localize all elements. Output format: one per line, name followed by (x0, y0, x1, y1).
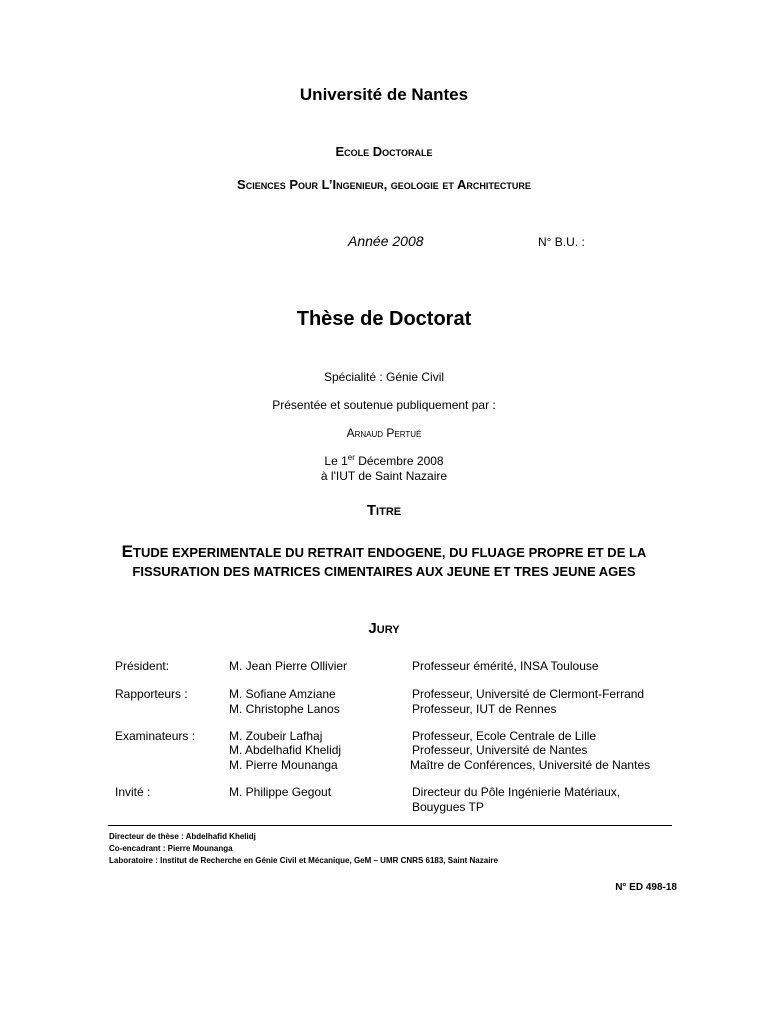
ed-number: N° ED 498-18 (615, 882, 677, 893)
thesis-title-line-1 (0, 542, 768, 562)
jury-member-title: Directeur du Pôle Ingénierie Matériaux, (412, 785, 621, 799)
defense-date (0, 453, 768, 468)
thesis-director: Directeur de thèse : Abdelhafid Khelidj (109, 832, 256, 841)
jury-member-title: Professeur, Université de Nantes (412, 743, 588, 757)
speciality: Spécialité : Génie Civil (323, 370, 445, 384)
jury-member-name: M. Jean Pierre Ollivier (229, 659, 348, 673)
co-supervisor: Co-encadrant : Pierre Mounanga (109, 844, 233, 853)
title-line-1-rest: TUDE EXPERIMENTALE DU RETRAIT ENDOGENE, DU FLUAGE PROPRE ET DE LA (133, 545, 647, 560)
thesis-title-line-2: FISSURATION DES MATRICES CIMENTAIRES AUX JEUNE ET TRES JEUNE AGES (132, 564, 636, 579)
jury-member-title-cont: Bouygues TP (412, 800, 484, 814)
jury-member-name: M. Sofiane Amziane (229, 687, 336, 701)
jury-member-title: Professeur, Université de Clermont-Ferrand (412, 687, 645, 701)
date-prefix: Le 1 (324, 454, 348, 468)
jury-member-title: Professeur émérité, INSA Toulouse (412, 659, 599, 673)
jury-member-title: Professeur, IUT de Rennes (412, 702, 557, 716)
jury-member-name: M. Pierre Mounanga (229, 758, 338, 772)
university-name: Université de Nantes (299, 85, 469, 104)
presented-by: Présentée et soutenue publiquement par : (272, 398, 496, 412)
jury-heading: Jury (368, 620, 400, 637)
jury-member-title: Professeur, Ecole Centrale de Lille (412, 729, 597, 743)
thesis-heading: Thèse de Doctorat (296, 308, 472, 330)
jury-member-name: M. Abdelhafid Khelidj (229, 743, 342, 757)
jury-member-name: M. Philippe Gegout (229, 785, 332, 799)
doctoral-school: Ecole Doctorale (335, 144, 433, 159)
jury-member-title: Maître de Conférences, Université de Nantes (410, 758, 651, 772)
year: Année 2008 (348, 233, 424, 249)
jury-role-president: Président: (115, 659, 170, 673)
author-name: Arnaud Pertué (346, 426, 422, 440)
jury-role-invite: Invité : (115, 785, 151, 799)
date-superscript: er (347, 453, 355, 462)
jury-member-name: M. Christophe Lanos (229, 702, 340, 716)
laboratory: Laboratoire : Institut de Recherche en Génie Civil et Mécanique, GeM – UMR CNRS 6183, Saint Nazaire (109, 856, 498, 865)
bu-number: N° B.U. : (538, 235, 585, 249)
jury-member-name: M. Zoubeir Lafhaj (229, 729, 323, 743)
date-suffix: Décembre 2008 (354, 454, 444, 468)
jury-role-examinateurs: Examinateurs : (115, 729, 196, 743)
title-heading: Titre (366, 502, 402, 519)
footer-divider (108, 825, 672, 826)
title-initial: E (121, 542, 134, 561)
doctoral-school-field: Sciences Pour L’Ingenieur, geologie et Architecture (237, 177, 531, 192)
defense-place: à l'IUT de Saint Nazaire (320, 469, 448, 483)
jury-role-rapporteurs: Rapporteurs : (115, 687, 188, 701)
